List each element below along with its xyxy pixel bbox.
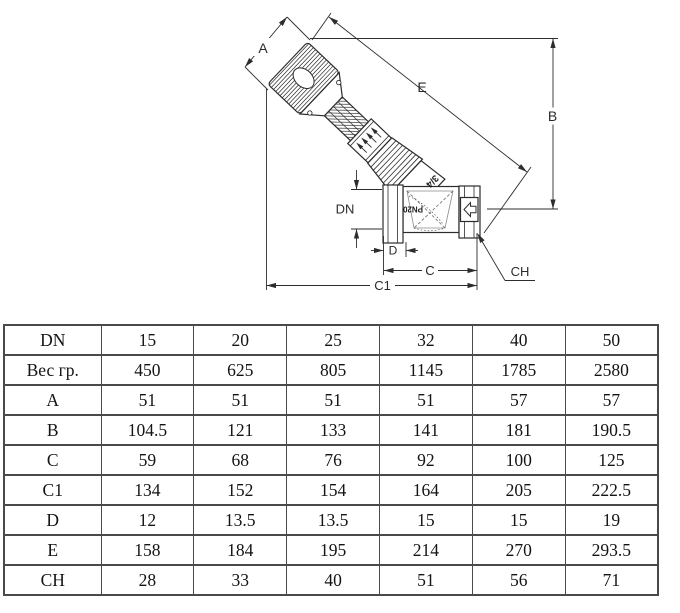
table-cell: 51 — [194, 385, 287, 415]
table-cell: 293.5 — [565, 535, 658, 565]
row-label: A — [4, 385, 101, 415]
table-cell: 154 — [287, 475, 380, 505]
row-label: DN — [4, 325, 101, 355]
table-cell: 40 — [287, 565, 380, 595]
table-cell: 92 — [379, 445, 472, 475]
table-cell: 51 — [379, 385, 472, 415]
body-marking-size: 3/4 — [423, 172, 441, 190]
table-cell: 270 — [472, 535, 565, 565]
table-cell: 32 — [379, 325, 472, 355]
table-cell: 59 — [101, 445, 194, 475]
row-label: E — [4, 535, 101, 565]
table-cell: 28 — [101, 565, 194, 595]
table-cell: 125 — [565, 445, 658, 475]
table-row-b — [4, 415, 658, 445]
table-cell: 12 — [101, 505, 194, 535]
flow-direction-arrow — [461, 198, 479, 222]
table-cell: 625 — [194, 355, 287, 385]
row-label: Вес гр. — [4, 355, 101, 385]
row-label: D — [4, 505, 101, 535]
dim-label-d: D — [388, 243, 398, 258]
dim-label-c: C — [425, 263, 435, 278]
table-cell: 133 — [287, 415, 380, 445]
table-cell: 33 — [194, 565, 287, 595]
dim-label-c1: C1 — [374, 278, 391, 293]
table-cell: 15 — [101, 325, 194, 355]
table-cell: 76 — [287, 445, 380, 475]
table-row-a — [4, 385, 658, 415]
table-cell: 184 — [194, 535, 287, 565]
table-cell: 71 — [565, 565, 658, 595]
table-row-dn — [4, 325, 658, 355]
table-cell: 2580 — [565, 355, 658, 385]
table-cell: 57 — [472, 385, 565, 415]
table-cell: 190.5 — [565, 415, 658, 445]
table-cell: 19 — [565, 505, 658, 535]
dim-label-dn: DN — [335, 201, 355, 217]
table-cell: 1145 — [379, 355, 472, 385]
table-cell: 121 — [194, 415, 287, 445]
table-cell: 134 — [101, 475, 194, 505]
row-label: C — [4, 445, 101, 475]
table-row-d — [4, 505, 658, 535]
table-cell: 15 — [472, 505, 565, 535]
dim-label-e: E — [417, 79, 427, 95]
table-cell: 13.5 — [194, 505, 287, 535]
table-row-c1 — [4, 475, 658, 505]
table-cell: 51 — [287, 385, 380, 415]
table-cell: 450 — [101, 355, 194, 385]
table-row-ch — [4, 565, 658, 595]
table-cell: 13.5 — [287, 505, 380, 535]
row-label: C1 — [4, 475, 101, 505]
valve-body — [383, 185, 480, 243]
table-cell: 56 — [472, 565, 565, 595]
table-cell: 1785 — [472, 355, 565, 385]
table-cell: 181 — [472, 415, 565, 445]
dim-label-a: A — [258, 40, 268, 56]
table-cell: 40 — [472, 325, 565, 355]
table-cell: 104.5 — [101, 415, 194, 445]
table-row-e — [4, 535, 658, 565]
left-port-hex — [383, 185, 403, 243]
table-cell: 141 — [379, 415, 472, 445]
table-cell: 195 — [287, 535, 380, 565]
table-cell: 51 — [379, 565, 472, 595]
table-cell: 50 — [565, 325, 658, 355]
row-label: CH — [4, 565, 101, 595]
table-cell: 57 — [565, 385, 658, 415]
table-cell: 15 — [379, 505, 472, 535]
table-cell: 100 — [472, 445, 565, 475]
table-cell: 222.5 — [565, 475, 658, 505]
dimensions-table — [3, 324, 659, 596]
table-cell: 158 — [101, 535, 194, 565]
table-cell: 205 — [472, 475, 565, 505]
table-cell: 805 — [287, 355, 380, 385]
table-cell: 20 — [194, 325, 287, 355]
table-cell: 25 — [287, 325, 380, 355]
table-cell: 68 — [194, 445, 287, 475]
table-cell: 51 — [101, 385, 194, 415]
dim-label-ch: CH — [510, 264, 530, 279]
dim-label-b: B — [547, 108, 558, 124]
body-marking-pressure: PN20 — [402, 204, 424, 214]
table-cell: 214 — [379, 535, 472, 565]
table-cell: 152 — [194, 475, 287, 505]
table-row-weight — [4, 355, 658, 385]
table-cell: 164 — [379, 475, 472, 505]
table-row-c — [4, 445, 658, 475]
row-label: B — [4, 415, 101, 445]
